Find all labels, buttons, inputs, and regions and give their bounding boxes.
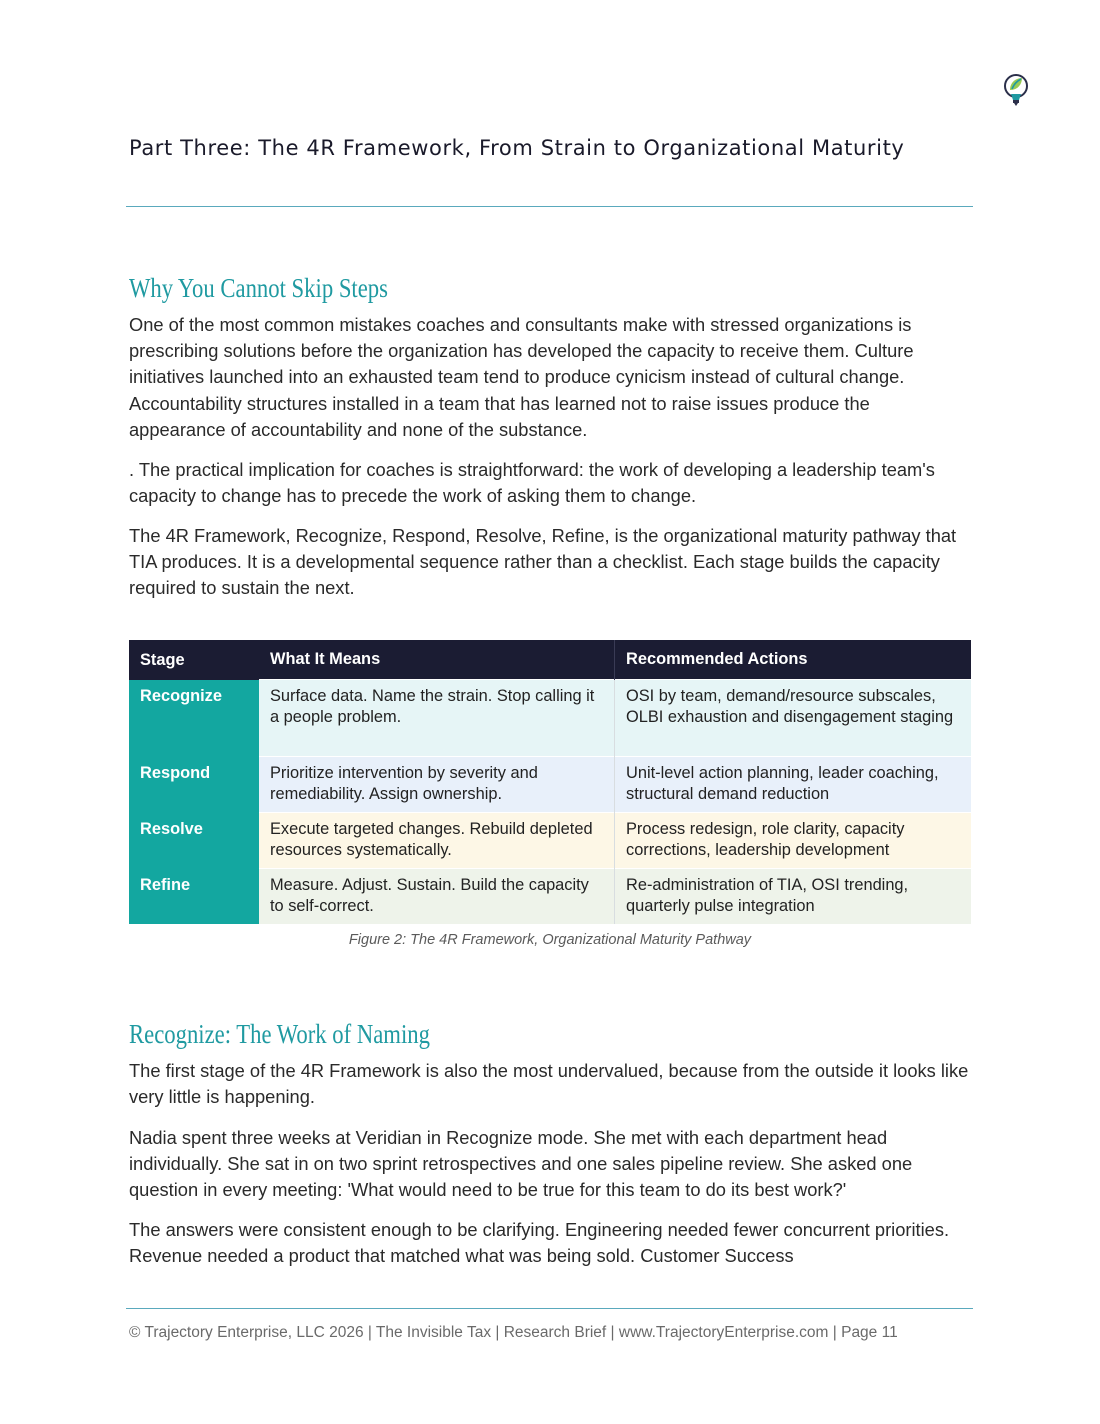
header-divider [126,206,973,207]
table-row [129,813,971,869]
table-row [129,869,971,925]
means-cell: Execute targeted changes. Rebuild depleted resources systematically. [259,813,615,869]
means-cell: Prioritize intervention by severity and remediability. Assign ownership. [259,757,615,813]
actions-cell: Process redesign, role clarity, capacity corrections, leadership development [615,813,972,869]
page-title: Part Three: The 4R Framework, From Strain to Organizational Maturity [129,136,905,160]
section-heading-recognize: Recognize: The Work of Naming [129,1019,430,1049]
paragraph: One of the most common mistakes coaches and consultants make with stressed organizations is prescribing solutions before the organization has developed the capacity to receive them. Culture initiatives launched into an exhausted team tend to produce cynicism instead of cultural change. Accountability structures installed in a team that has learned not to raise issues produce the appearance of accountability and none of the substance. [129,314,914,440]
figure-caption: Figure 2: The 4R Framework, Organizational Maturity Pathway [348,932,752,948]
column-header-actions: Recommended Actions [615,640,972,680]
paragraph: Nadia spent three weeks at Veridian in Recognize mode. She met with each department head individually. She sat in on two sprint retrospectives and one sales pipeline review. She asked one question in every meeting: 'What would need to be true for this team to do its best work?' [129,1127,913,1201]
stage-cell: Resolve [129,813,259,869]
stage-cell: Recognize [129,680,259,757]
paragraph: The 4R Framework, Recognize, Respond, Resolve, Refine, is the organizational maturity pathway that TIA produces. It is a developmental sequence rather than a checklist. Each stage builds the capacity required to sustain the next. [129,525,957,599]
table-header-row [129,640,971,680]
lightbulb-leaf-icon [1000,72,1032,108]
table-row [129,680,971,757]
footer-divider [126,1308,973,1309]
paragraph: The first stage of the 4R Framework is also the most undervalued, because from the outside it looks like very little is happening. [129,1060,969,1108]
table-row [129,757,971,813]
paragraph: The answers were consistent enough to be clarifying. Engineering needed fewer concurrent priorities. Revenue needed a product that matched what was being sold. Customer Success [129,1219,950,1267]
column-header-means: What It Means [259,640,615,680]
framework-table [129,640,971,924]
page-footer: © Trajectory Enterprise, LLC 2026 | The Invisible Tax | Research Brief | www.TrajectoryEnterprise.com | Page 11 [129,1324,898,1341]
stage-cell: Refine [129,869,259,925]
means-cell: Measure. Adjust. Sustain. Build the capacity to self-correct. [259,869,615,925]
section-heading-why-skip: Why You Cannot Skip Steps [129,273,388,303]
actions-cell: Re-administration of TIA, OSI trending, quarterly pulse integration [615,869,972,925]
actions-cell: Unit-level action planning, leader coaching, structural demand reduction [615,757,972,813]
paragraph: . The practical implication for coaches is straightforward: the work of developing a leadership team's capacity to change has to precede the work of asking them to change. [129,459,935,507]
actions-cell: OSI by team, demand/resource subscales, OLBI exhaustion and disengagement staging [615,680,972,757]
stage-cell: Respond [129,757,259,813]
column-header-stage: Stage [129,640,259,680]
means-cell: Surface data. Name the strain. Stop calling it a people problem. [259,680,615,757]
